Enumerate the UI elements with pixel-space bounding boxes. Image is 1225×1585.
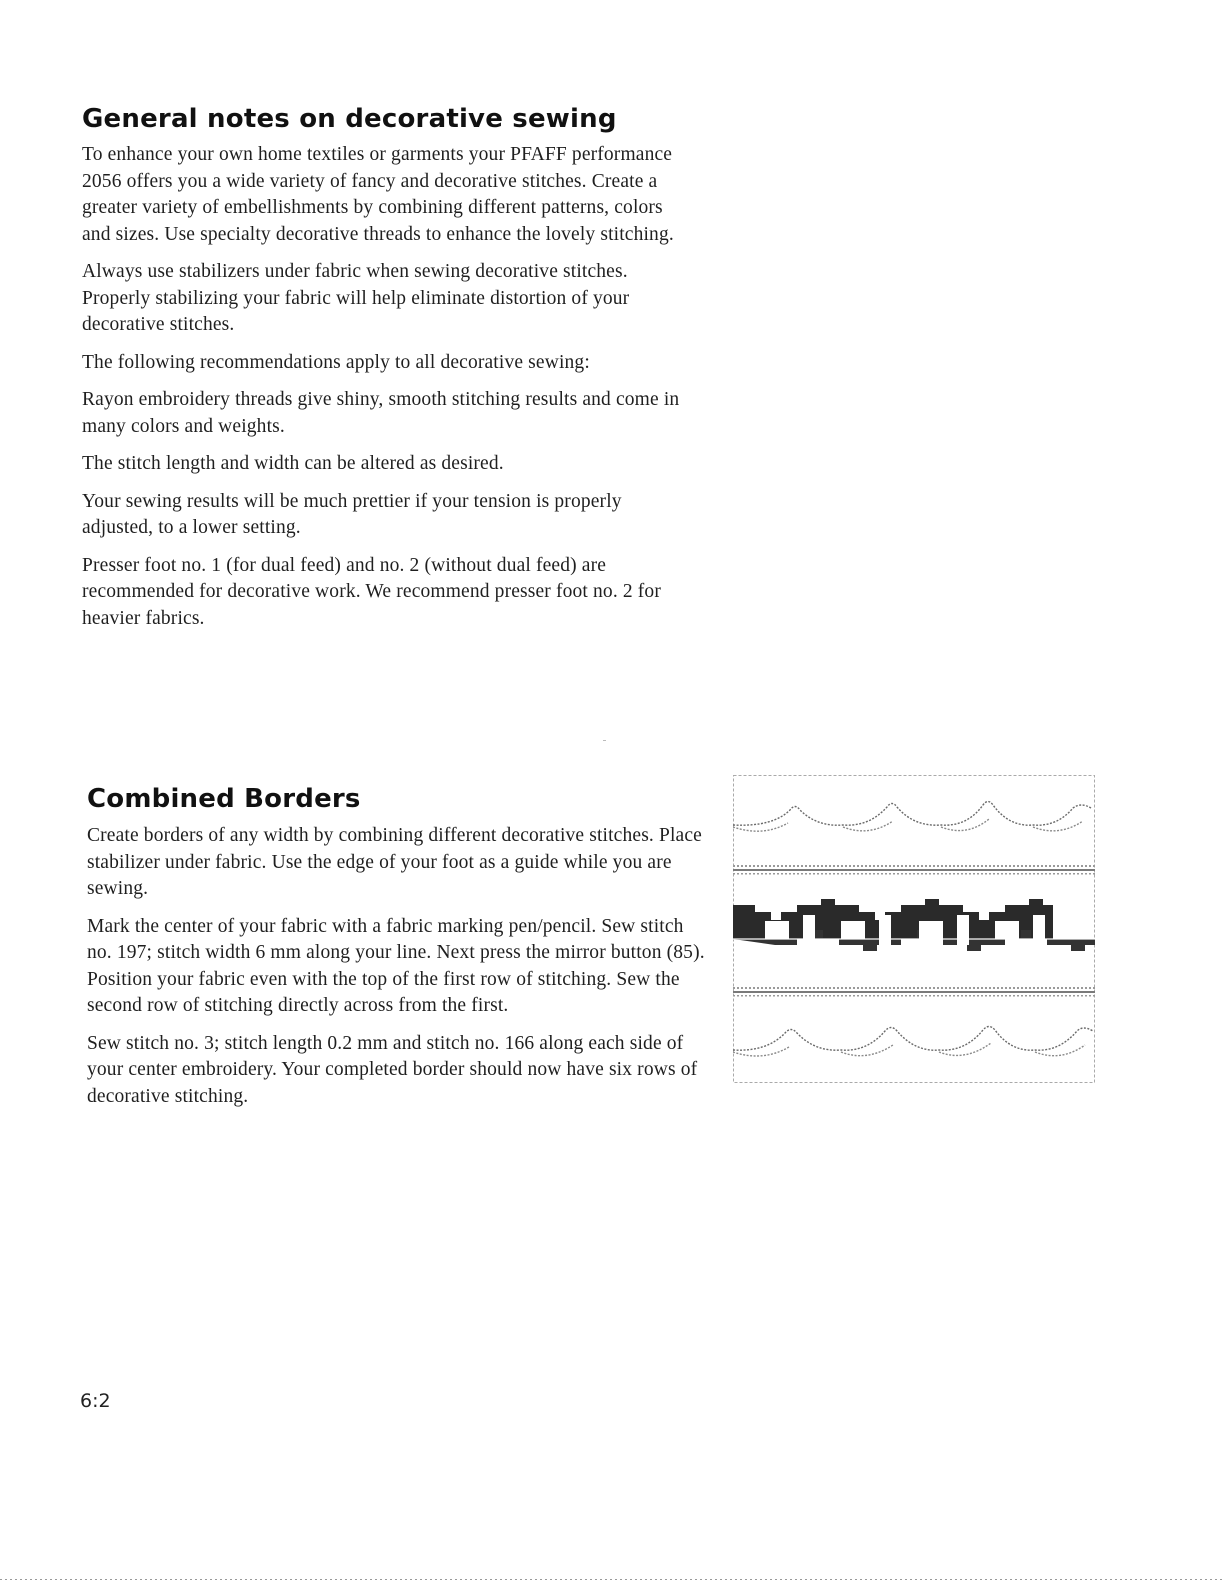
stitch-row-166-bottom: [733, 1027, 1093, 1057]
scan-edge: [0, 1579, 1225, 1580]
section-title-decorative-sewing: General notes on decorative sewing: [82, 104, 617, 134]
page-number: 6:2: [80, 1390, 111, 1412]
stitch-row-3-bottom: [733, 987, 1095, 997]
paragraph: The following recommendations apply to all decorative sewing:: [82, 351, 590, 373]
stitch-row-197-pair: [733, 899, 1095, 951]
paragraph: Mark the center of your fabric with a fabric marking pen/pencil. Sew stitch no. 197; stitch width 6 mm along your line. Next press the mirror button (85). Position your fabric even with the top of the first row of stitching. Sew the second row of stitching directly across from the first.: [87, 915, 705, 1016]
decorative-sewing-text: [82, 142, 694, 643]
paragraph: The stitch length and width can be altered as desired.: [82, 453, 504, 474]
stitch-row-166-top: [733, 802, 1091, 832]
paragraph: To enhance your own home textiles or garments your PFAFF performance 2056 offers you a wide variety of fancy and decorative stitches. Create a greater variety of embellishments by combining different patterns, colors and sizes. Use specialty decorative threads to enhance the lovely stitching.: [82, 144, 674, 245]
paragraph: Sew stitch no. 3; stitch length 0.2 mm and stitch no. 166 along each side of your center embroidery. Your completed border should now have six rows of decorative stitching.: [87, 1032, 698, 1107]
combined-border-stitch-sample-icon: [733, 775, 1095, 1083]
section-title-combined-borders: Combined Borders: [87, 784, 361, 814]
scan-speck: [603, 740, 606, 741]
paragraph: Always use stabilizers under fabric when sewing decorative stitches. Properly stabilizing your fabric will help eliminate distortion of your decorative stitches.: [82, 261, 630, 335]
paragraph: Presser foot no. 1 (for dual feed) and no. 2 (without dual feed) are recommended for decorative work. We recommend presser foot no. 2 for heavier fabrics.: [82, 554, 661, 629]
combined-borders-text: [87, 823, 707, 1121]
paragraph: Rayon embroidery threads give shiny, smooth stitching results and come in many colors and weights.: [82, 389, 680, 437]
paragraph: Your sewing results will be much prettier if your tension is properly adjusted, to a lower setting.: [82, 490, 622, 538]
paragraph: Create borders of any width by combining different decorative stitches. Place stabilizer under fabric. Use the edge of your foot as a guide while you are sewing.: [87, 825, 702, 899]
stitch-row-3-top: [733, 865, 1095, 875]
